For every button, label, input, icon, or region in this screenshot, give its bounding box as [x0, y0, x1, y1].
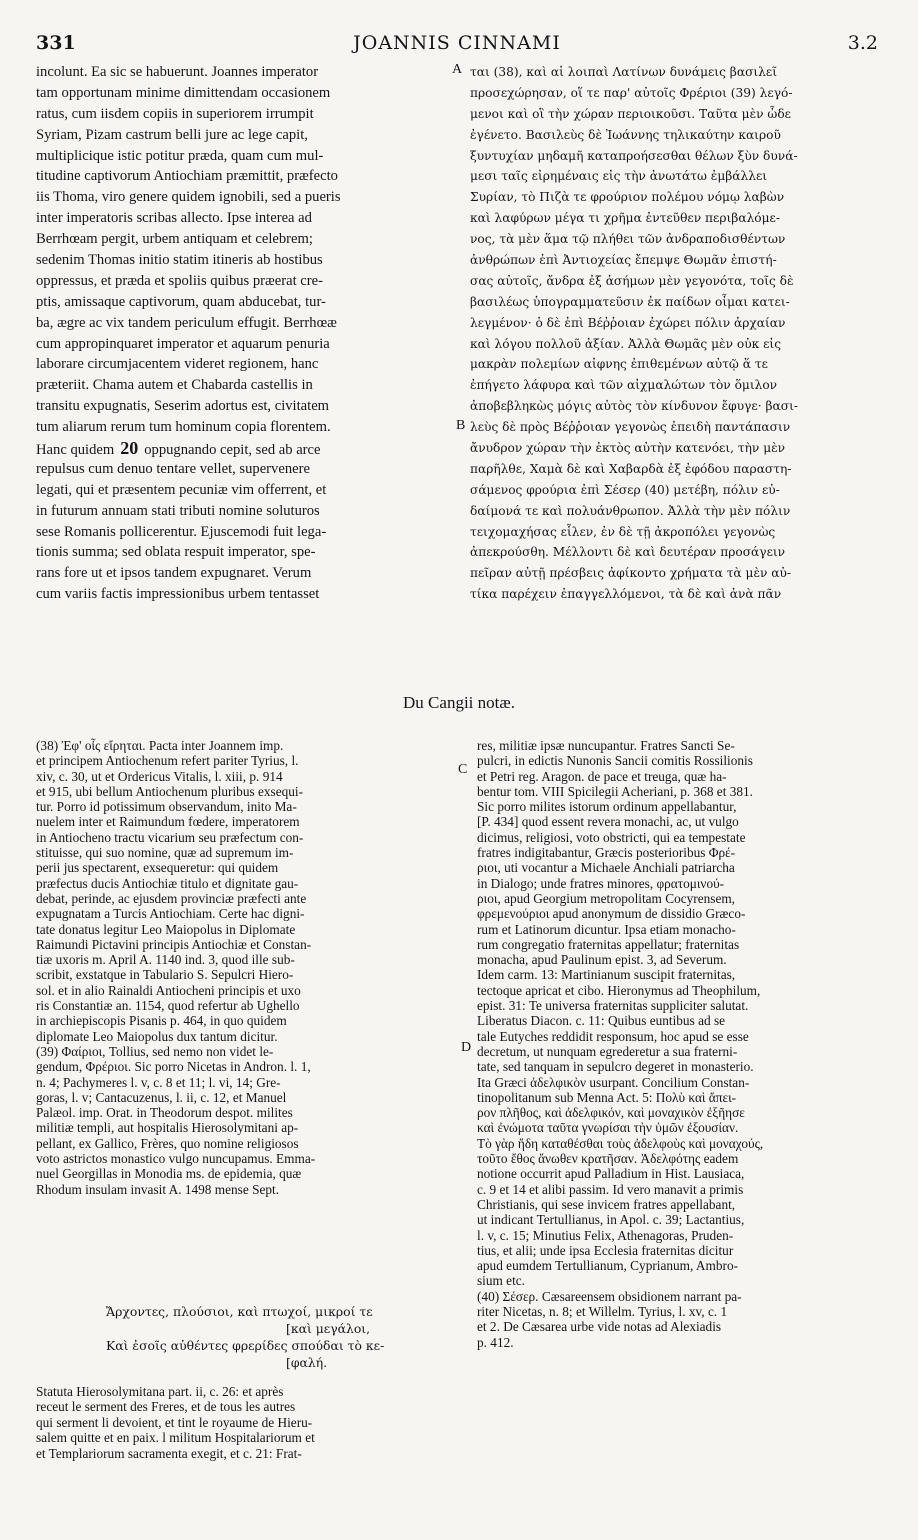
note-line: rum congregatio fraternitas appellatur; fraternitas: [477, 936, 740, 952]
note-line: (38) Ἐφ' οἷς εἴρηται. Pacta inter Joannem imp.: [36, 738, 284, 753]
greek-text-line: ἀποβεβληκὼς μόγις αὐτὸς τὸν κίνδυνον ἔφυγε· βασι-: [470, 399, 798, 414]
note-line: goras, l. v; Cantacuzenus, l. ii, c. 12, et Manuel: [36, 1089, 287, 1105]
latin-text-line: Berrhœam pergit, urbem antiquam et celebrem;: [36, 231, 313, 248]
note-line: pellant, ex Gallico, Frères, quo nomine religiosos: [36, 1135, 299, 1151]
note-line: stituisse, qui suo nomine, quæ ad supremum im-: [36, 845, 294, 861]
verse-line: [καὶ μεγάλοι,: [286, 1321, 371, 1336]
note-line: ut indicant Tertullianus, in Apol. c. 39; Lactantius,: [477, 1212, 745, 1228]
note-line: tur. Porro id potissimum observandum, inito Ma-: [36, 799, 297, 815]
note-line: Raimundi Pictavini principis Antiochiæ et Constan-: [36, 936, 312, 952]
latin-text-line: tum aliarum rerum tum hominum copia florentem.: [36, 419, 331, 436]
note-line: φρεμενούριοι apud anonymum de dissidio Græco-: [477, 906, 746, 922]
note-line: l. v, c. 15; Minutius Felix, Athenagoras, Pruden-: [477, 1227, 734, 1243]
latin-text-line: sedenim Thomas initio statim itineris ab hostibus: [36, 252, 323, 269]
greek-text-line: ἐγένετο. Βασιλεὺς δὲ Ἰωάννης τηλικαύτην καιροῦ: [470, 127, 781, 142]
notes-title: Du Cangii notæ.: [403, 693, 515, 712]
main-text-latin: [36, 62, 454, 605]
main-text-greek: [470, 62, 882, 605]
greek-text-line: καὶ λαφύρων μέγα τι χρῆμα ἐντεῦθεν περιβαλόμε-: [470, 211, 780, 226]
note-line: qui serment li devoient, et tint le royaume de Hieru-: [36, 1414, 313, 1430]
greek-text-line: παρῆλθε, Χαμὰ δὲ καὶ Χαβαρδὰ ἐξ ἐφόδου παραστη-: [470, 461, 792, 476]
note-line: bentur tom. VIII Spicilegii Acheriani, p. 368 et 381.: [477, 783, 753, 799]
note-line: in archiepiscopis Pisanis p. 464, in quo quidem: [36, 1013, 287, 1029]
margin-letter-c: C: [458, 762, 468, 777]
note-line: tectoque apricat et cibo. Hieronymus ad Theophilum,: [477, 982, 761, 998]
greek-text-line: μενοι καὶ οἳ τὴν χώραν περιοικοῦσι. Ταῦτα μὲν ὧδε: [470, 106, 791, 121]
greek-text-line: τίκα παρέχειν ἐπαγγελλόμενοι, τὰ δὲ καὶ ἀνὰ πᾶν: [470, 587, 782, 602]
note-line: res, militiæ ipsæ nuncupantur. Fratres Sancti Se-: [477, 738, 735, 753]
latin-text-line: cum appropinquaret imperator et aquarum penuria: [36, 335, 330, 352]
note-line: diplomate Leo Maiopolus dux tantum dicitur.: [36, 1028, 278, 1044]
note-line: et Templariorum sacramenta exegit, et c. 21: Frat-: [36, 1445, 302, 1461]
latin-text-fragment: oppugnando cepit, sed ab arce: [144, 442, 321, 459]
note-line: fratres indigitabantur, Græcis posterioribus Φρέ-: [477, 845, 736, 861]
latin-text-line: ba, ægre ac vix tandem periculum effugit. Berrhœæ: [36, 314, 337, 331]
note-line: et Petri reg. Aragon. de pace et treuga, quæ ha-: [477, 768, 727, 784]
note-line: καὶ ἐνώμοτα ταῦτα γνωρίσαι τὴν ὑμῶν ἐξουσίαν.: [477, 1120, 739, 1136]
greek-text-line: σάμενος φρούρια ἐπὶ Σέσερ (40) μετέβη, πόλιν εὐ-: [470, 482, 780, 497]
notes-left-tail: [36, 1384, 460, 1461]
note-line: nuel Georgillas in Monodia ms. de epidemia, quæ: [36, 1166, 302, 1182]
margin-letter-a: A: [452, 62, 463, 77]
verse-line: Καὶ ἐσοῖς αὐθέντες φρερίδες σπούδαι τὸ κε-: [106, 1338, 385, 1353]
latin-text-line: transitu expugnatis, Seserim adortus est, civitatem: [36, 398, 330, 415]
greek-text-line: καὶ λόγου πολλοῦ ἀξίαν. Ἀλλὰ Θωμᾶς μὲν οὐκ εἰς: [470, 336, 782, 351]
verse-line: [φαλή.: [286, 1355, 328, 1370]
latin-text-line: sese Romanis pollicerentur. Ejuscemodi fuit lega-: [36, 523, 327, 540]
note-line: ριοι, apud Georgium metropolitam Cocyrensem,: [477, 890, 736, 906]
note-line: (40) Σέσερ. Cæsareensem obsidionem narrant pa-: [477, 1288, 742, 1304]
greek-text-line: ἀπεκρούσθη. Μέλλοντι δὲ καὶ δευτέραν προσάγειν: [470, 545, 786, 560]
latin-text-line: in futurum annuam stati tributi nomine soluturos: [36, 502, 320, 519]
latin-text-line: ptis, amissaque captivorum, quam abducebat, tur-: [36, 293, 326, 310]
greek-text-line: νος, τὰ μὲν ἅμα τῷ πλήθει τῶν ἀνδραποδισθέντων: [470, 232, 786, 247]
note-line: Rhodum insulam invasit A. 1498 mense Sept.: [36, 1181, 280, 1197]
note-line: tius, et alii; unde ipsa Ecclesia fraternitas dicitur: [477, 1242, 734, 1258]
note-line: n. 4; Pachymeres l. v, c. 8 et 11; l. vi, 14; Gre-: [36, 1074, 281, 1090]
latin-text-line: tam opportunam minime dimittendam occasionem: [36, 84, 331, 101]
latin-text-line: tionis summa; sed oblata respuit imperator, spe-: [36, 544, 316, 561]
note-line: debat, perinde, ac ejusdem provinciæ præfecti ante: [36, 890, 307, 906]
note-line: ριοι, uti vocantur a Michaele Anchiali patriarcha: [477, 860, 735, 876]
latin-text-line: cum variis factis impressionibus urbem tentasset: [36, 586, 320, 603]
note-line: c. 9 et 14 et alibi passim. Id vero manavit a primis: [477, 1181, 744, 1197]
greek-text-line: λεγμένον· ὁ δὲ ἐπὶ Βέῤῥοιαν ἐχώρει πόλιν ἀρχαίαν: [470, 315, 786, 330]
latin-text-line: rans fore ut et ipsos tandem expugnaret. Verum: [36, 565, 312, 582]
note-line: Idem carm. 13: Martinianum suscipit fraternitas,: [477, 967, 736, 983]
notes-left-column: [36, 738, 460, 1197]
note-line: tate, sed tanquam in sepulcro degeret in monasterio.: [477, 1059, 754, 1075]
verse-quotation: [36, 1303, 460, 1371]
greek-text-line: ται (38), καὶ αἱ λοιπαὶ Λατίνων δυνάμεις βασιλεῖ: [470, 65, 777, 79]
latin-text-fragment: Hanc quidem: [36, 442, 115, 459]
latin-text-line: oppressus, et præda et spoliis quibus præerat cre-: [36, 272, 323, 289]
note-line: τοῦτο ἔθος ἄνωθεν κρατῆσαν. Ἀδελφότης eadem: [477, 1151, 739, 1167]
right-page-ref: 3.2: [847, 32, 878, 54]
latin-text-line: Syriam, Pizam castrum belli jure ac lege capit,: [36, 126, 308, 143]
greek-text-line: προσεχώρησαν, οἵ τε παρ' αὐτοῖς Φρέριοι (39) λεγό-: [470, 85, 793, 100]
note-line: tiæ uxoris m. April A. 1140 ind. 3, quod ille sub-: [36, 952, 295, 968]
note-line: p. 412.: [477, 1334, 514, 1350]
latin-text-line: iis Thoma, viro genere quidem ignobili, sed a pueris: [36, 189, 341, 206]
margin-letter-b: B: [456, 418, 466, 433]
latin-text-line: laborare circumjacentem videret regionem, hanc: [36, 356, 319, 373]
note-line: militiæ templi, aut hospitalis Hierosolymitani ap-: [36, 1120, 299, 1136]
greek-text-line: μεσι ταῖς εἰρημέναις εἰς τὴν ἀνωτάτω ἐμβάλλει: [470, 169, 768, 184]
note-line: [P. 434] quod essent revera monachi, ac, ut vulgo: [477, 814, 739, 830]
greek-text-line: τειχομαχήσας εἷλεν, ἐν δὲ τῇ ἀκροπόλει γεγονὼς: [470, 524, 776, 539]
latin-text-line: incolunt. Ea sic se habuerunt. Joannes imperator: [36, 64, 319, 80]
running-title: JOANNIS CINNAMI: [353, 32, 561, 54]
notes-right-column: [477, 738, 882, 1350]
note-line: tinopolitanum sub Menna Act. 5: Πολὺ καὶ ἄπει-: [477, 1089, 737, 1105]
note-line: præfectus ducis Antiochiæ titulo et dignitate gau-: [36, 875, 299, 891]
note-line: in Antiocheno tractu vicarium seu præfectum con-: [36, 829, 304, 845]
latin-text-line: multiplicique istic potitur præda, quam cum mul-: [36, 147, 324, 164]
greek-text-line: δαίμονά τε καὶ πολυάνθρωπον. Ἀλλὰ τὴν μὲν πόλιν: [470, 503, 791, 518]
note-line: dicimus, religiosi, voto obstricti, qui ea tempestate: [477, 829, 746, 845]
note-line: nuelem inter et Raimundum fœdere, imperatorem: [36, 814, 300, 830]
note-line: in Dialogo; unde fratres minores, φρατομινού-: [477, 875, 725, 891]
note-line: Τὸ γὰρ ἤδη καταθέσθαι τοὺς ἀδελφοὺς καὶ μοναχούς,: [477, 1135, 764, 1151]
note-line: receut le serment des Freres, et de tous les autres: [36, 1399, 296, 1415]
greek-text-line: ἀνθρώπων ἐπὶ Ἀντιοχείας ἔπεμψε Θωμᾶν ἐπιστή-: [470, 253, 777, 268]
note-line: et principem Antiochenum refert pariter Tyrius, l.: [36, 753, 299, 769]
page-number: 331: [36, 32, 76, 54]
note-line: riter Nicetas, n. 8; et Willelm. Tyrius, l. xv, c. 1: [477, 1303, 728, 1319]
greek-text-line: λεὺς δὲ πρὸς Βέῤῥοιαν γεγονὼς ἐπειδὴ παντάπασιν: [470, 420, 791, 435]
latin-text-line: ratus, cum iisdem copiis in superiorem irrumpit: [36, 105, 314, 122]
latin-text-line: præteriit. Chama autem et Chabarda castellis in: [36, 377, 313, 394]
note-line: Statuta Hierosolymitana part. ii, c. 26: et après: [36, 1384, 284, 1399]
note-line: et 915, ubi bellum Antiochenum pluribus exsequi-: [36, 783, 304, 799]
note-line: monacha, apud Paulinum epist. 3, ad Severum.: [477, 952, 727, 968]
note-line: ρον πλῆθος, καὶ ἀδελφικόν, καὶ μοναχικὸν ἐξῆησε: [477, 1105, 745, 1121]
greek-text-line: σας αὐτοῖς, ἄνδρα ἐξ ἀσήμων μὲν γεγονότα, τοῖς δὲ: [470, 273, 794, 288]
inline-page-number: 20: [120, 438, 139, 459]
note-line: epist. 31: Te universa fraternitas suppliciter salutat.: [477, 998, 749, 1014]
note-line: xiv, c. 30, ut et Ordericus Vitalis, l. xiii, p. 914: [36, 768, 283, 784]
note-line: sium etc.: [477, 1273, 526, 1289]
greek-text-line: Συρίαν, τὸ Πιζὰ τε φρούριον πολέμου νόμῳ λαβὼν: [470, 190, 785, 205]
note-line: scribit, exstatque in Tabulario S. Sepulcri Hiero-: [36, 967, 294, 983]
greek-text-line: βασιλέως ὑπογραμματεῦσιν ἐκ παίδων οἶμαι κατει-: [470, 294, 790, 309]
greek-text-line: ξυντυχίαν μηδαμῆ καταπροήσεσθαι θέλων ξὺν δυνά-: [470, 148, 798, 163]
note-line: tate donatus legitur Leo Maiopolus in Diplomate: [36, 921, 296, 937]
latin-text-line: repulsus cum denuo tentare vellet, supervenere: [36, 460, 310, 477]
note-line: sol. et in alio Rainaldi Antiocheni principis et uxo: [36, 982, 301, 998]
latin-text-line: titudine captivorum Antiochiam præmittit, præfecto: [36, 168, 338, 185]
latin-text-line: inter imperatoris scribas allecto. Ipse interea ad: [36, 210, 312, 227]
greek-text-line: ἐπήγετο λάφυρα καὶ τῶν αἰχμαλώτων τὸν ὅμιλον: [470, 378, 778, 393]
note-line: apud eumdem Tertullianum, Cyprianum, Ambro-: [477, 1258, 739, 1274]
note-line: salem quitte et en paix. l militum Hospitalariorum et: [36, 1430, 315, 1446]
latin-text-line: [36, 438, 454, 459]
note-line: Ita Græci ἀδελφικὸν usurpant. Concilium Constan-: [477, 1074, 750, 1090]
note-line: expugnatam a Turcis Antiochiam. Certe hac digni-: [36, 906, 305, 922]
note-line: tale Eutyches reddidit responsum, hoc apud se esse: [477, 1028, 749, 1044]
note-line: ris Constantiæ an. 1154, quod refertur ab Ughello: [36, 998, 300, 1014]
note-line: pulcri, in edictis Nunonis Sancii comitis Rossilionis: [477, 753, 753, 769]
note-line: voto astrictos monastico vulgo nuncupamus. Emma-: [36, 1151, 316, 1167]
greek-text-line: μακρὰν πολεμίων αἰφνης ἐπιθεμένων αὐτῷ ἅ τε: [470, 357, 768, 372]
note-line: Liberatus Diacon. c. 11: Quibus euntibus ad se: [477, 1013, 726, 1029]
note-line: (39) Φαίριοι, Tollius, sed nemo non videt le-: [36, 1043, 274, 1059]
latin-text-line: legati, qui et præsentem pecuniæ vim offerrent, et: [36, 481, 327, 498]
note-line: notione occurrit apud Palladium in Hist. Lausiaca,: [477, 1166, 745, 1182]
note-line: rum et Latinorum dicuntur. Ipsa etiam monacho-: [477, 921, 736, 937]
note-line: Christianis, qui sese invicem fratres appellabant,: [477, 1196, 736, 1212]
note-line: et 2. De Cæsarea urbe vide notas ad Alexiadis: [477, 1319, 722, 1335]
verse-line: Ἄρχοντες, πλούσιοι, καὶ πτωχοί, μικροί τε: [106, 1304, 373, 1319]
note-line: Sic porro milites istorum ordinum appellabantur,: [477, 799, 737, 815]
note-line: gendum, Φρέριοι. Sic porro Nicetas in Andron. l. 1,: [36, 1059, 311, 1075]
greek-text-line: ἄνυδρον χώραν τὴν ἐκτὸς αὐτὴν κατενόει, τὴν μὲν: [470, 441, 786, 456]
page-header: [36, 32, 878, 58]
note-line: decretum, ut nunquam egrederetur a sua fraterni-: [477, 1043, 738, 1059]
note-line: perii jus spectarent, exsequeretur: qui quidem: [36, 860, 279, 876]
greek-text-line: πεῖραν αὐτῇ πρέσβεις ἀφίκοντο χρήματα τὰ μὲν αὐ-: [470, 566, 792, 581]
note-line: Palæol. imp. Orat. in Theodorum despot. milites: [36, 1105, 293, 1121]
margin-letter-d: D: [461, 1040, 472, 1055]
